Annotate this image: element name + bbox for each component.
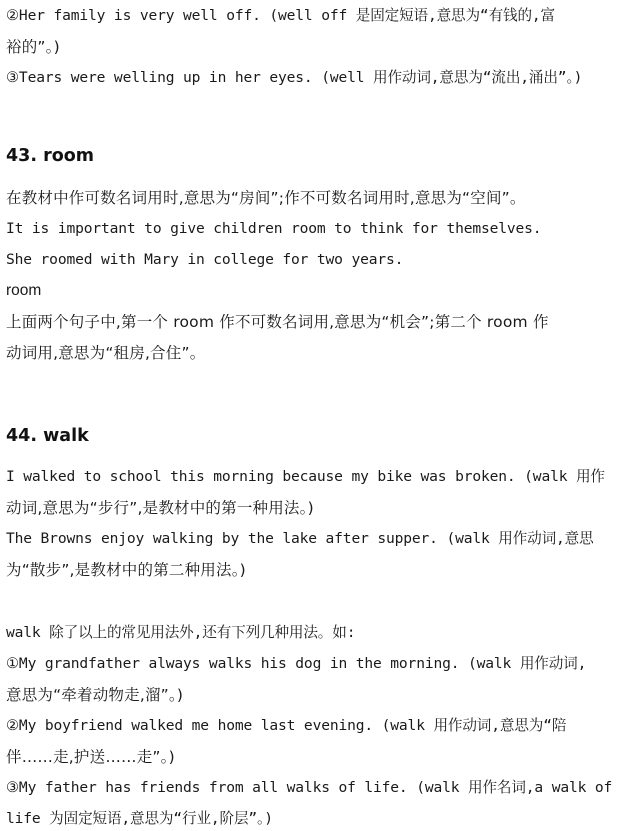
walk-other-uses-intro: walk 除了以上的常见用法外,还有下列几种用法。如: [6, 624, 356, 641]
room-definition: 在教材中作可数名词用时,意思为“房间”;作不可数名词用时,意思为“空间”。 [6, 189, 526, 207]
room-explanation: 上面两个句子中,第一个 room 作不可数名词用,意思为“机会”;第二个 room 作 [6, 313, 549, 331]
walk-use-2-note: 伴……走,护送……走”。) [6, 748, 175, 766]
walk-use-3-note: life 为固定短语,意思为“行业,阶层”。) [6, 810, 273, 827]
example-well-verb: ③Tears were welling up in her eyes. (well 用作动词,意思为“流出,涌出”。) [6, 69, 583, 86]
walk-example-2-note: 为“散步”,是教材中的第二种用法。) [6, 561, 246, 579]
walk-example-2: The Browns enjoy walking by the lake after supper. (walk 用作动词,意思 [6, 530, 594, 547]
walk-use-3: ③My father has friends from all walks of life. (walk 用作名词,a walk of [6, 779, 613, 796]
walk-use-1: ①My grandfather always walks his dog in the morning. (walk 用作动词, [6, 655, 587, 672]
room-example-2: She roomed with Mary in college for two years. [6, 251, 404, 268]
walk-use-2: ②My boyfriend walked me home last evening. (walk 用作动词,意思为“陪 [6, 717, 567, 734]
example-well-off: ②Her family is very well off. (well off 是固定短语,意思为“有钱的,富 [6, 7, 555, 24]
example-well-off-continued: 裕的”。) [6, 38, 60, 56]
room-explanation-continued: 动词用,意思为“租房,合住”。 [6, 344, 206, 362]
room-word: room [6, 282, 42, 299]
walk-use-1-note: 意思为“牵着动物走,溜”。) [6, 686, 184, 704]
document-page [6, 0, 634, 831]
walk-example-1-note: 动词,意思为“步行”,是教材中的第一种用法。) [6, 499, 314, 517]
section-heading-walk: 44. walk [6, 426, 89, 446]
room-example-1: It is important to give children room to think for themselves. [6, 220, 542, 237]
section-heading-room: 43. room [6, 146, 95, 166]
walk-example-1: I walked to school this morning because my bike was broken. (walk 用作 [6, 468, 605, 485]
